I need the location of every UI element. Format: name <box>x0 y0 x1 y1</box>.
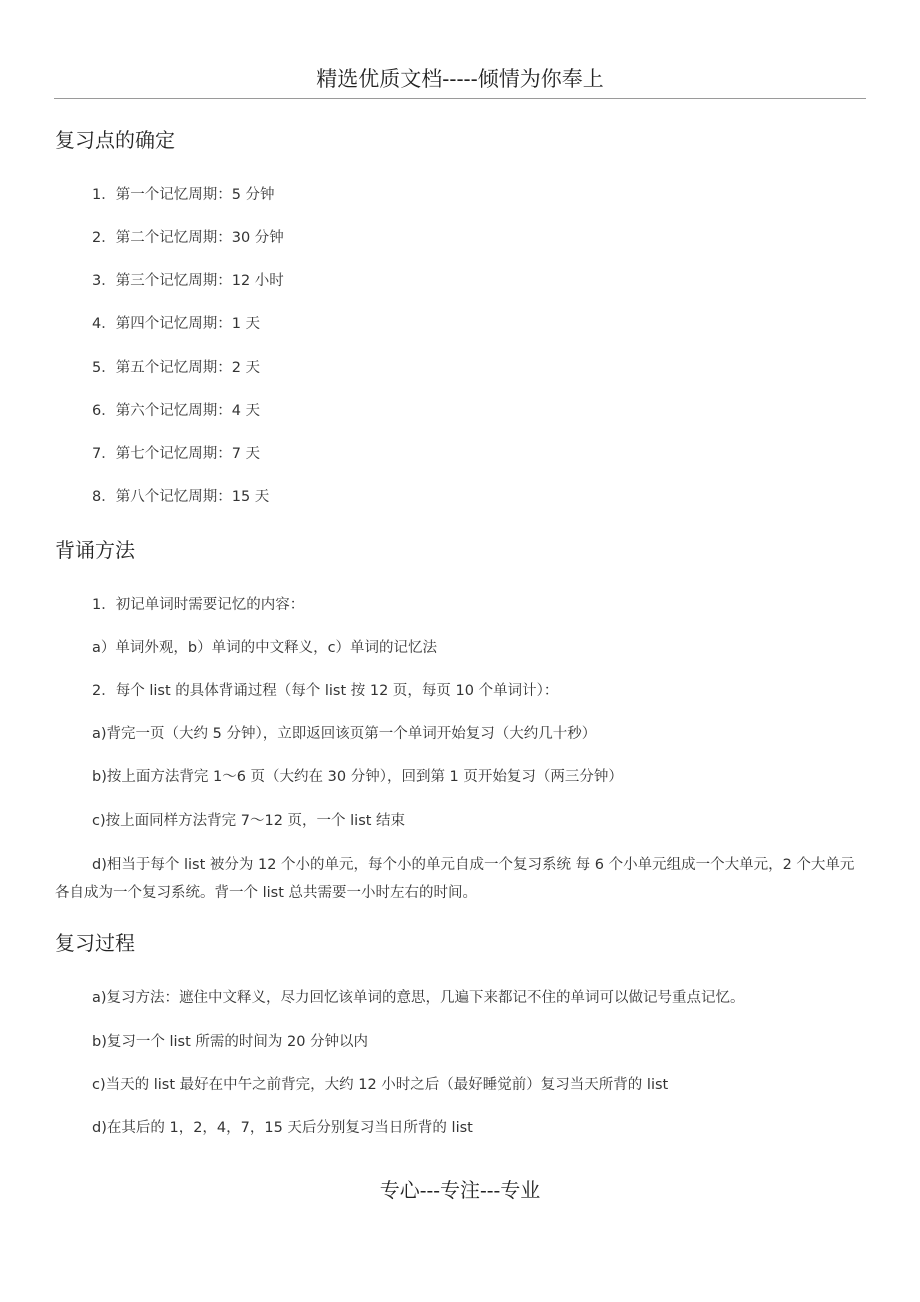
section-title-review-process: 复习过程 <box>55 931 135 955</box>
list-item: 4．第四个记忆周期：1 天 <box>92 316 261 332</box>
list-item: 1．第一个记忆周期：5 分钟 <box>92 187 275 203</box>
paragraph-d: d)相当于每个 list 被分为 12 个小的单元，每个小的单元自成一个复习系统 每 6 个小单元组成一个大单元，2 个大单元各自成为一个复习系统。背一个 list 总共需要一小时左右的时间。 <box>55 857 855 901</box>
section-title-review-points: 复习点的确定 <box>55 128 175 152</box>
list-item: 3．第三个记忆周期：12 小时 <box>92 273 284 289</box>
list-item: a）单词外观，b）单词的中文释义，c）单词的记忆法 <box>92 640 438 656</box>
list-item: 7．第七个记忆周期：7 天 <box>92 446 261 462</box>
list-item: 6．第六个记忆周期：4 天 <box>92 403 261 419</box>
list-item: b)按上面方法背完 1～6 页（大约在 30 分钟），回到第 1 页开始复习（两三分钟） <box>92 769 623 785</box>
list-item: a)复习方法：遮住中文释义，尽力回忆该单词的意思，几遍下来都记不住的单词可以做记号重点记忆。 <box>92 990 745 1006</box>
list-item: b)复习一个 list 所需的时间为 20 分钟以内 <box>92 1034 369 1050</box>
header-divider <box>54 98 866 99</box>
list-item: 5．第五个记忆周期：2 天 <box>92 360 261 376</box>
list-item: c)按上面同样方法背完 7～12 页，一个 list 结束 <box>92 813 406 829</box>
page-header: 精选优质文档-----倾情为你奉上 <box>316 67 604 91</box>
list-item: d)在其后的 1，2，4，7，15 天后分别复习当日所背的 list <box>92 1120 473 1136</box>
list-item: 2．第二个记忆周期：30 分钟 <box>92 230 284 246</box>
list-item: a)背完一页（大约 5 分钟），立即返回该页第一个单词开始复习（大约几十秒） <box>92 726 597 742</box>
list-item: 2．每个 list 的具体背诵过程（每个 list 按 12 页，每页 10 个单词计）： <box>92 683 559 699</box>
list-item: 8．第八个记忆周期：15 天 <box>92 489 270 505</box>
section-title-recitation-method: 背诵方法 <box>55 538 135 562</box>
list-item: 1．初记单词时需要记忆的内容： <box>92 597 305 613</box>
page-footer: 专心---专注---专业 <box>379 1178 541 1202</box>
list-item: c)当天的 list 最好在中午之前背完，大约 12 小时之后（最好睡觉前）复习当天所背的 list <box>92 1077 669 1093</box>
